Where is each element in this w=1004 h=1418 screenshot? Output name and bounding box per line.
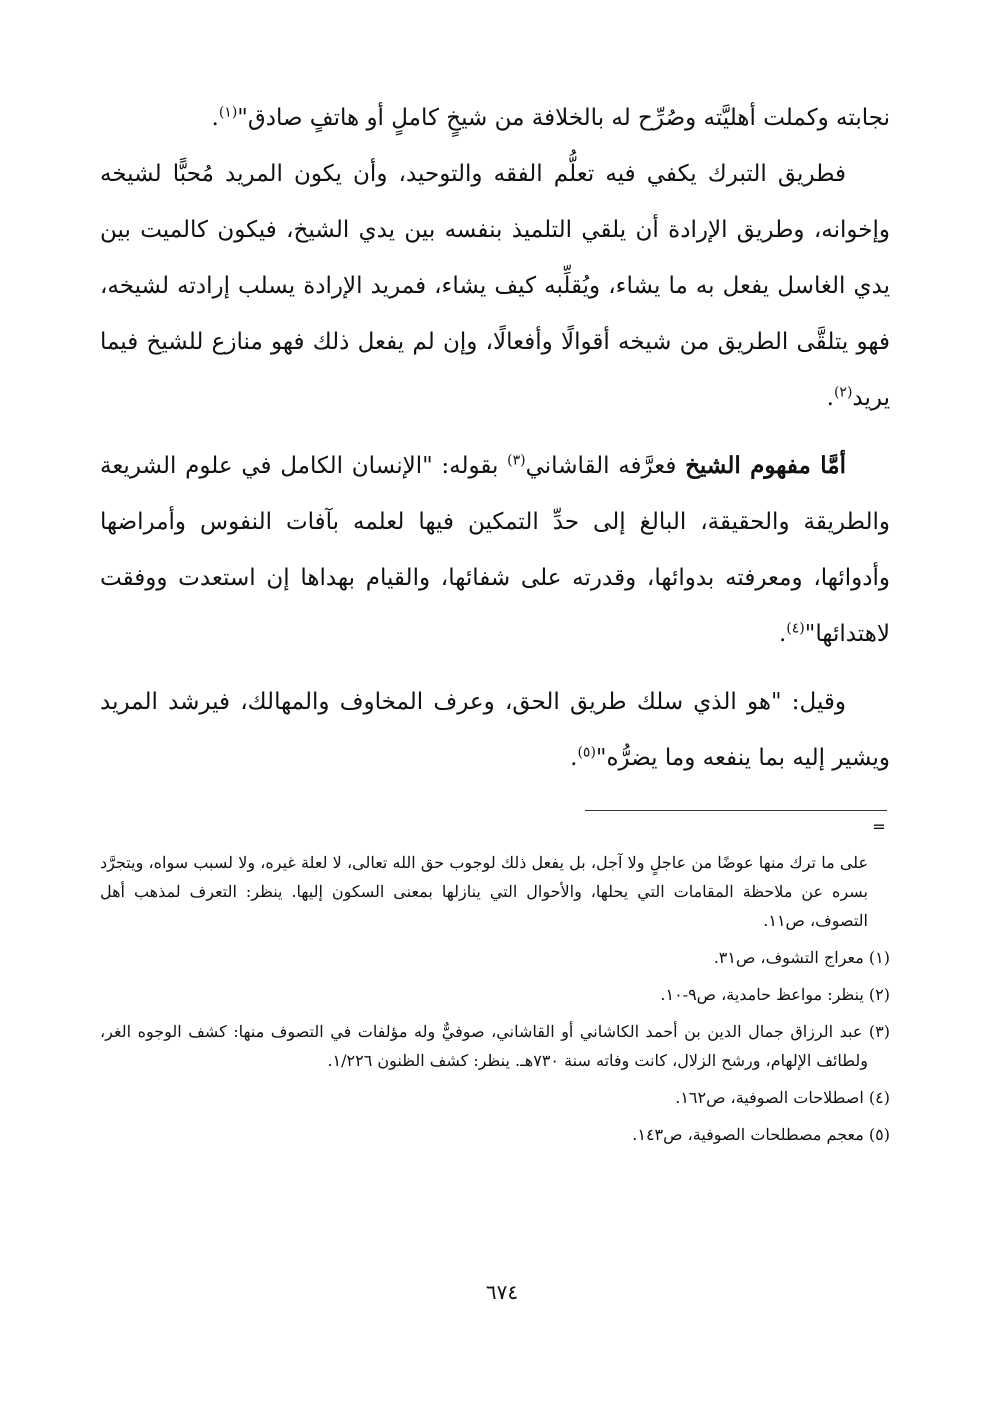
paragraph-3-text-b: بقوله: "الإنسان الكامل في علوم الشريعة والطريقة والحقيقة، البالغ إلى حدِّ التمكين فيها لعلمه بآفات النفوس وأمراضها وأدوائها، ومعرفته بدوائها، وقدرته على شفائها، والقيام بهداها إن استعدت ووفقت لاهتدائها" xyxy=(100,453,890,647)
paragraph-3-end: . xyxy=(778,621,787,647)
footnote-continuation: على ما ترك منها عوضًا من عاجلٍ ولا آجل، بل يفعل ذلك لوجوب حق الله تعالى، لا لعلة غيره، ولا لسبب سواه، ويتجرَّد بسره عن ملاحظة المقامات التي يحلها، والأحوال التي ينازلها بمعنى السكون إليها. ينظر: التعرف لمذهب أهل التصوف، ص١١. xyxy=(100,853,868,930)
footnote-separator xyxy=(585,810,887,811)
paragraph-1-end: . xyxy=(211,105,219,131)
sheikh-concept-heading: أمَّا مفهوم الشيخ xyxy=(685,452,846,479)
footnote-ref-4: (٤) xyxy=(786,620,805,637)
main-text xyxy=(100,90,890,786)
footnote-1: (١) معراج التشوف، ص٣١. xyxy=(713,948,890,967)
paragraph-1 xyxy=(100,90,890,146)
footnote-ref-3: (٣) xyxy=(507,452,526,469)
paragraph-1-text: نجابته وكملت أهليَّته وصُرِّح له بالخلافة من شيخٍ كاملٍ أو هاتفٍ صادق" xyxy=(237,105,890,131)
paragraph-4-end: . xyxy=(570,745,578,771)
footnote-continuation-mark: = xyxy=(872,817,886,836)
paragraph-2-end: . xyxy=(826,385,834,411)
footnote-3: (٣) عبد الرزاق جمال الدين بن أحمد الكاشاني أو القاشاني، صوفيٌّ وله مؤلفات في التصوف منها: كشف الوجوه الغر، ولطائف الإلهام، ورشح الزلال، كانت وفاته سنة ٧٣٠هـ. ينظر: كشف الظنون ١/٢٢٦. xyxy=(100,1022,890,1070)
footnotes xyxy=(100,848,890,1157)
footnote-2: (٢) ينظر: مواعظ حامدية، ص٩-١٠. xyxy=(660,985,890,1004)
page-number: ٦٧٤ xyxy=(485,1280,519,1304)
paragraph-3-text-a: فعرَّفه القاشاني xyxy=(525,453,686,479)
footnote-5: (٥) معجم مصطلحات الصوفية، ص١٤٣. xyxy=(632,1125,890,1144)
footnote-4: (٤) اصطلاحات الصوفية، ص١٦٢. xyxy=(675,1088,890,1107)
paragraph-4-text: وقيل: "هو الذي سلك طريق الحق، وعرف المخاوف والمهالك، فيرشد المريد ويشير إليه بما ينفعه وما يضرُّه" xyxy=(100,689,890,771)
footnote-ref-5: (٥) xyxy=(577,744,596,761)
paragraph-2 xyxy=(100,146,890,426)
paragraph-2-text: فطريق التبرك يكفي فيه تعلُّم الفقه والتوحيد، وأن يكون المريد مُحبًّا لشيخه وإخوانه، وطريق الإرادة أن يلقي التلميذ بنفسه بين يدي الشيخ، فيكون كالميت بين يدي الغاسل يفعل به ما يشاء، ويُقلِّبه كيف يشاء، فمريد الإرادة يسلب إرادته لشيخه، فهو يتلقَّى الطريق من شيخه أقوالًا وأفعالًا، وإن لم يفعل ذلك فهو منازع للشيخ فيما يريد xyxy=(100,161,890,411)
footnote-ref-2: (٢) xyxy=(833,384,853,401)
paragraph-4 xyxy=(100,674,890,786)
footnote-ref-1: (١) xyxy=(218,104,238,121)
paragraph-3 xyxy=(100,438,890,662)
